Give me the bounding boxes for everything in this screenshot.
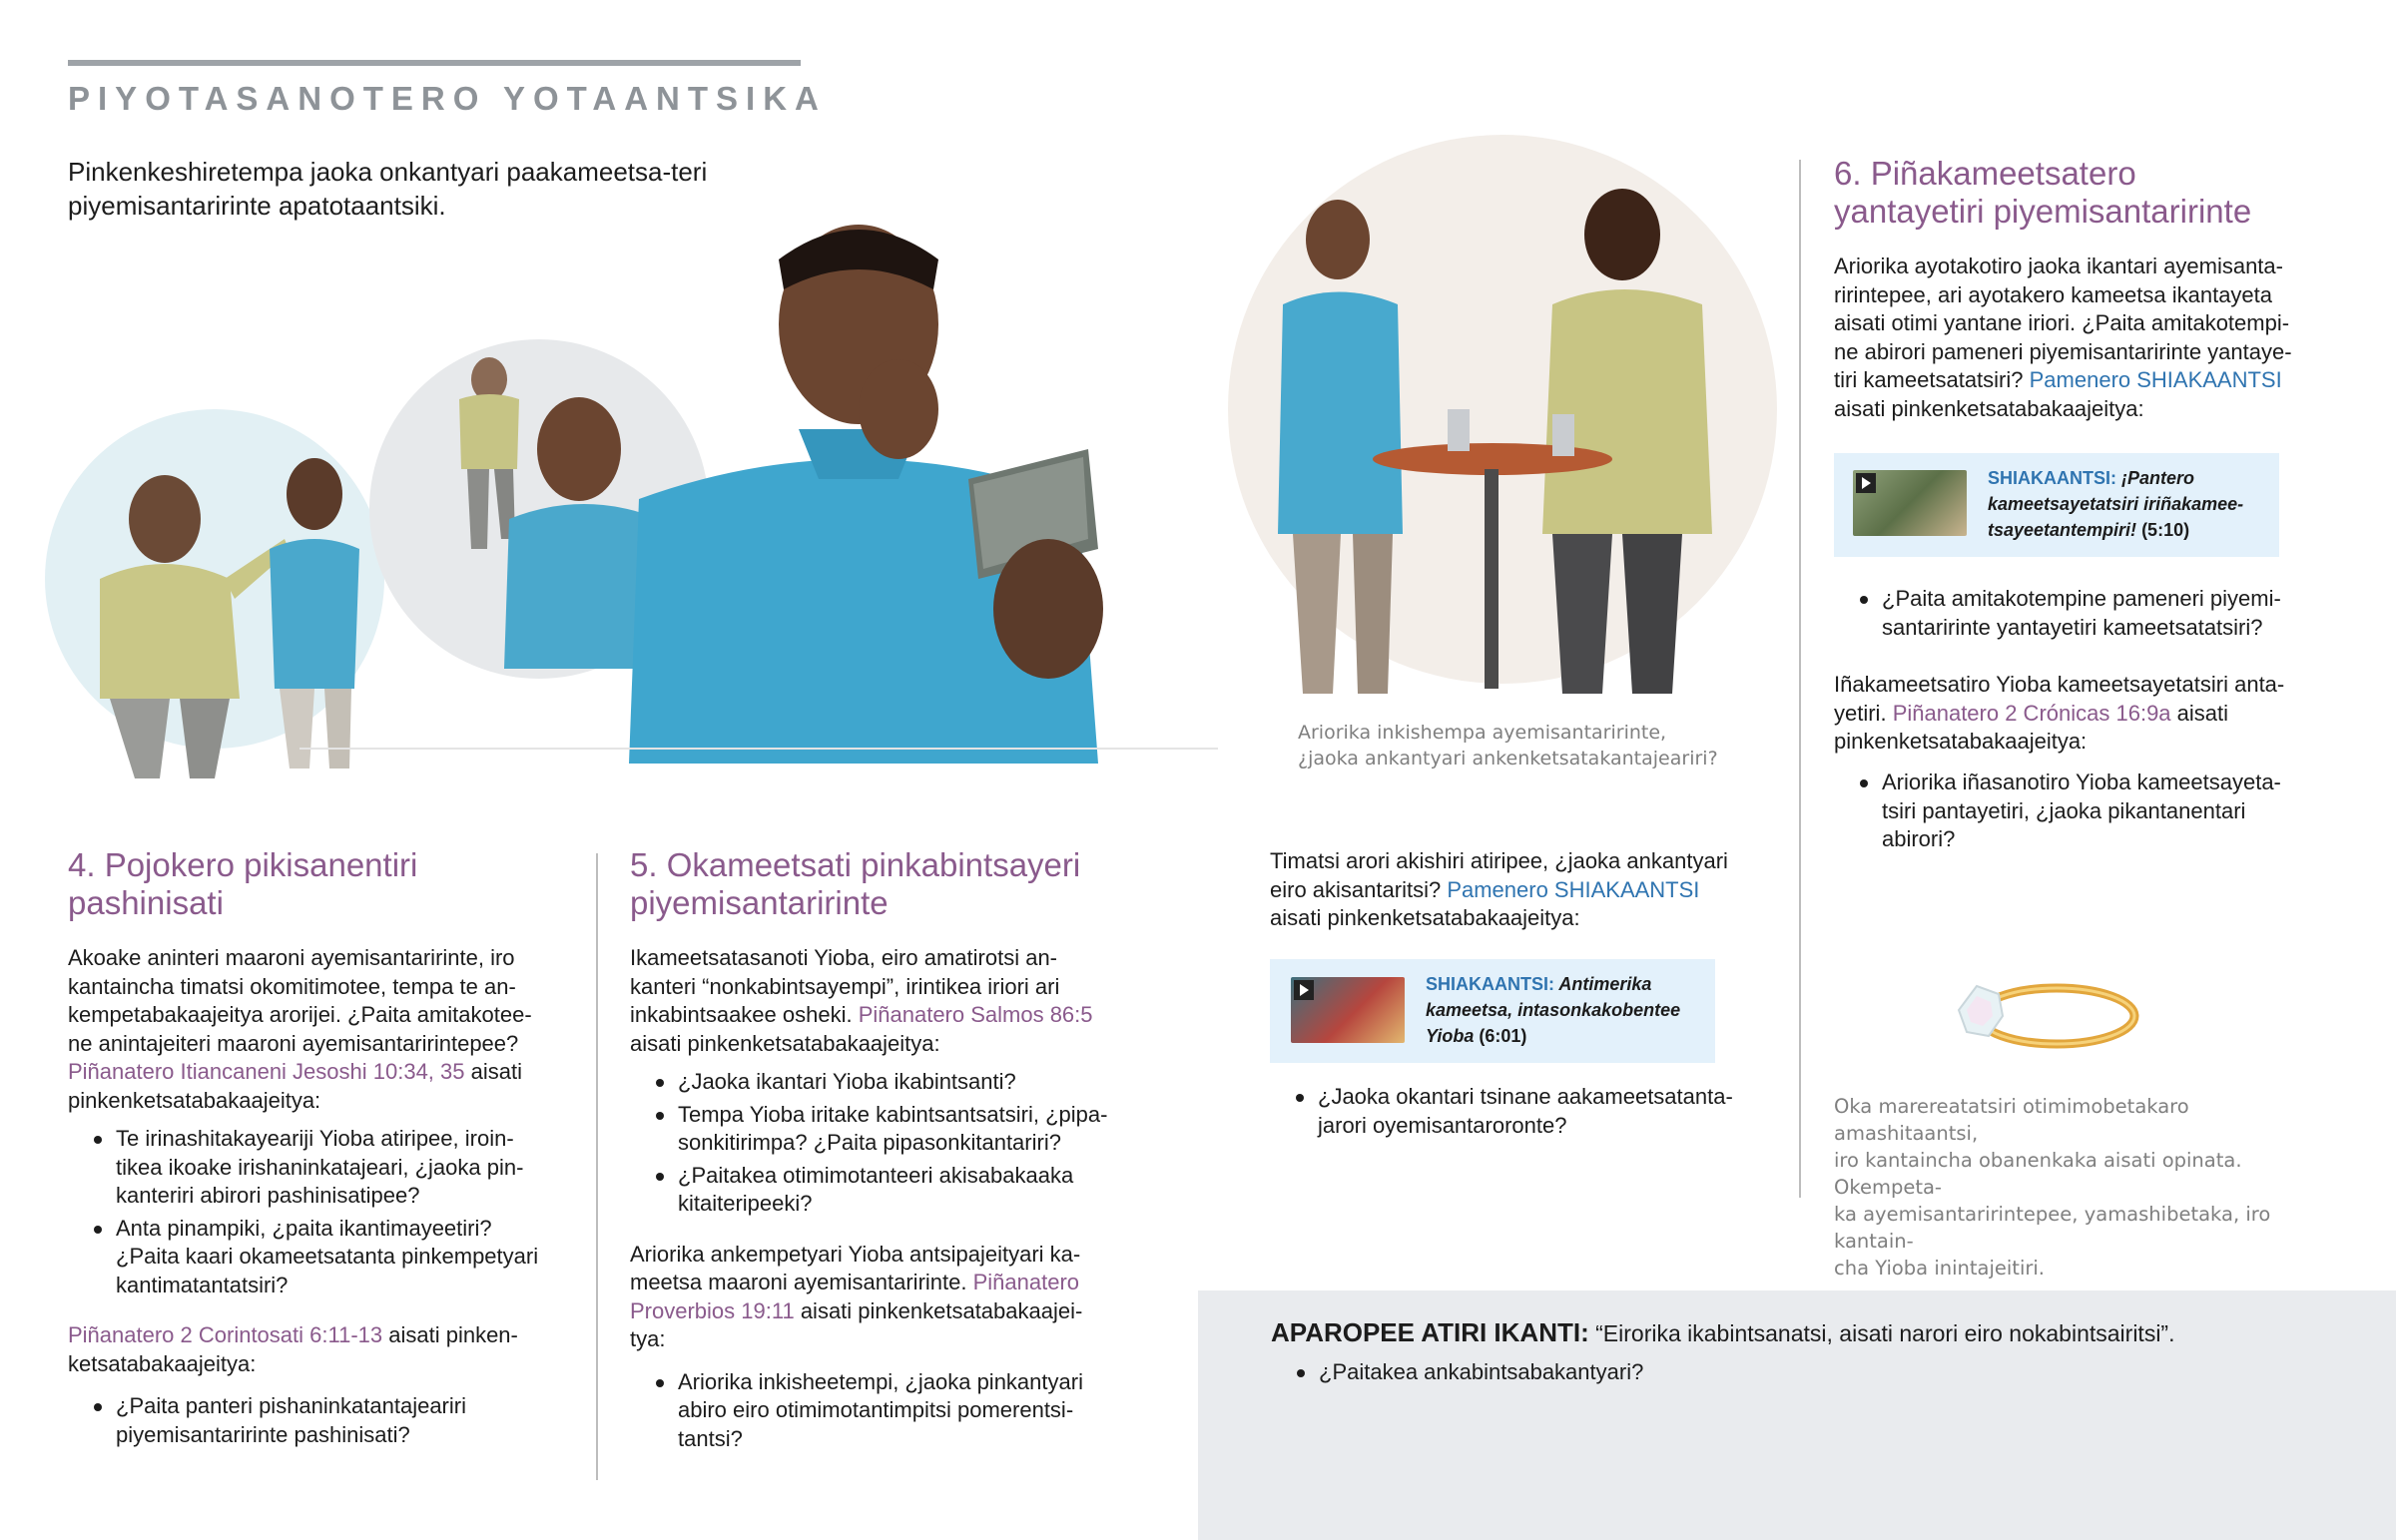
text-line: iro kantaincha obanenkaka aisati opinata. Okempeta- <box>1834 1149 2242 1199</box>
text-line: piyemisantaririnte pashinisati? <box>116 1421 410 1447</box>
text-line: ne anintajeiteri maaroni ayemisantaririntepee? <box>68 1030 519 1056</box>
text-line <box>1988 517 2272 543</box>
scripture-reference[interactable]: Piñanatero <box>972 1270 1080 1294</box>
caption-line-2: ¿jaoka ankantyari ankenketsatakantajeariri? <box>1298 748 1718 770</box>
section-5-title-line-1: 5. Okameetsati pinkabintsayeri <box>630 846 1081 883</box>
text-line: ¿Paitakea ankabintsabakantyari? <box>1319 1359 1644 1384</box>
text-line: Timatsi arori akishiri atiripee, ¿jaoka ankantyari <box>1270 848 1728 873</box>
section-5 <box>630 846 1149 1457</box>
footer-label: APAROPEE ATIRI IKANTI: <box>1271 1317 1589 1347</box>
section-5-paragraph-2 <box>630 1241 1149 1354</box>
video-card-2[interactable] <box>1834 453 2279 557</box>
text-line <box>68 1321 567 1350</box>
scripture-reference[interactable]: Piñanatero Salmos 86:5 <box>858 1002 1093 1027</box>
section-4 <box>68 846 567 1453</box>
list-item <box>678 1368 1149 1454</box>
text-line <box>1426 971 1705 997</box>
section-5-questions-1 <box>630 1068 1149 1219</box>
text-line: ketsatabakaajeitya: <box>68 1350 257 1376</box>
text-span: aisati pinkenketsatabakaajei- <box>794 1297 1083 1323</box>
text-line: aisati pinkenketsatabakaajeitya: <box>1270 905 1580 930</box>
play-icon <box>1294 980 1314 1000</box>
text-line: pinkenketsatabakaajeitya: <box>68 1087 321 1113</box>
text-line: Ariorika inkisheetempi, ¿jaoka pinkantyari <box>678 1368 1083 1394</box>
section-6-title-line-2: yantayetiri piyemisantaririnte <box>1834 193 2252 230</box>
list-item <box>1319 1358 1643 1387</box>
text-line: tikea ikoake irishaninkatajeari, ¿jaoka pin- <box>116 1154 524 1180</box>
video-thumbnail[interactable] <box>1853 470 1967 536</box>
section-5-paragraph-1 <box>630 944 1149 1058</box>
footer-line <box>1271 1317 2175 1348</box>
ring-icon <box>1937 958 2146 1068</box>
text-line: kanteriri abirori pashinisatipee? <box>116 1183 420 1208</box>
ground-line <box>300 748 1218 750</box>
list-item <box>116 1125 567 1211</box>
video-thumbnail[interactable] <box>1291 977 1405 1043</box>
text-line: ¿Paita amitakotempine pameneri piyemi- <box>1882 586 2281 611</box>
section-4-paragraph-2 <box>68 1321 567 1378</box>
section-5-title-line-2: piyemisantaririnte <box>630 884 889 921</box>
section-5-questions-2 <box>630 1368 1149 1454</box>
scripture-reference[interactable]: Piñanatero Itiancaneni Jesoshi 10:34, 35 <box>68 1059 465 1084</box>
video-link[interactable]: Pamenero SHIAKAANTSI <box>2029 367 2282 392</box>
page-title: PIYOTASANOTERO YOTAANTSIKA <box>68 80 827 117</box>
section-4-title <box>68 846 567 922</box>
column-divider <box>1799 160 1801 1198</box>
list-item <box>678 1068 1149 1097</box>
section-6-title-line-1: 6. Piñakameetsatero <box>1834 155 2136 192</box>
text-line: ririntepee, ari ayotakero kameetsa ikantayeta <box>1834 281 2273 307</box>
text-span: aisati <box>464 1059 522 1084</box>
section-4-title-line-2: pashinisati <box>68 884 224 921</box>
text-line: jarori oyemisantaroronte? <box>1318 1112 1567 1138</box>
video-title <box>1988 465 2272 543</box>
footer-questions <box>1271 1358 1643 1391</box>
text-line <box>1834 700 2333 729</box>
text-line: ne abirori pameneri piyemisantaririnte yantaye- <box>1834 338 2292 364</box>
text-line <box>630 1001 1149 1030</box>
scripture-reference[interactable]: Proverbios 19:11 <box>630 1297 795 1323</box>
text-line: kanteri “nonkabintsayempi”, irintikea iriori ari <box>630 973 1060 999</box>
video-card-1[interactable] <box>1270 959 1715 1063</box>
text-line: kantaincha timatsi okomitimotee, tempa te an- <box>68 973 516 999</box>
illustration-table-scene <box>1223 135 1782 694</box>
text-span: aisati <box>2170 700 2229 726</box>
text-span: aisati pinken- <box>382 1322 518 1347</box>
text-line: Akoake aninteri maaroni ayemisantaririnte, iro <box>68 945 515 970</box>
text-line <box>1988 465 2272 491</box>
scene-thinking-man <box>629 225 1103 764</box>
text-line: Ariorika iñasanotiro Yioba kameetsayeta- <box>1882 770 2281 794</box>
text-line: Ariorika ayotakotiro jaoka ikantari ayemisanta- <box>1834 254 2283 278</box>
text-line: Te irinashitakayeariji Yioba atiripee, iroin- <box>116 1126 514 1151</box>
footer-box <box>1198 1290 2396 1540</box>
text-span: inkabintsaakee osheki. <box>630 1002 859 1027</box>
text-line: tantsi? <box>678 1425 743 1451</box>
scripture-reference[interactable]: Piñanatero 2 Corintosati 6:11-13 <box>68 1322 383 1347</box>
text-line: ¿Jaoka okantari tsinane aakameetsatanta- <box>1318 1084 1733 1109</box>
text-line: ¿Paita panteri pishaninkatantajeariri <box>116 1393 466 1418</box>
ring-caption <box>1834 1093 2333 1282</box>
text-line: kantimatantatsiri? <box>116 1272 289 1297</box>
text-line: aisati otimi yantane iriori. ¿Paita amitakotempi- <box>1834 310 2290 335</box>
section-6-questions-1 <box>1834 585 2381 646</box>
text-line: ¿Paita kaari okameetsatanta pinkempetyari <box>116 1244 539 1269</box>
video-title <box>1426 971 1705 1049</box>
section-5-title <box>630 846 1149 922</box>
section-4-questions-1 <box>68 1125 567 1299</box>
text-line: Anta pinampiki, ¿paita ikantimayeetiri? <box>116 1215 492 1241</box>
text-span: Yioba <box>1426 1026 1475 1046</box>
text-line <box>1270 876 1789 905</box>
text-line: Tempa Yioba iritake kabintsantsatsiri, ¿pipa- <box>678 1101 1108 1127</box>
illustration-caption <box>1298 720 1757 771</box>
illustration-people <box>40 180 1268 778</box>
text-span: Antimerika <box>1554 974 1652 994</box>
list-item <box>116 1215 567 1300</box>
text-line: ¿Jaoka ikantari Yioba ikabintsanti? <box>678 1069 1016 1094</box>
middle-column <box>1270 847 1789 933</box>
section-4-title-line-1: 4. Pojokero pikisanentiri <box>68 846 418 883</box>
text-line: tsiri pantayetiri, ¿jaoka pikantanentari <box>1882 797 2246 823</box>
section-4-questions-2 <box>68 1392 567 1449</box>
middle-paragraph <box>1270 847 1789 933</box>
text-line: pinkenketsatabakaajeitya: <box>1834 729 2088 754</box>
video-link[interactable]: Pamenero SHIAKAANTSI <box>1447 876 1700 902</box>
section-4-paragraph-1 <box>68 944 567 1115</box>
list-item <box>1318 1083 1837 1140</box>
text-line: kitaiteripeeki? <box>678 1191 813 1216</box>
section-6-paragraph-2 <box>1834 671 2333 757</box>
scripture-reference[interactable]: Piñanatero 2 Crónicas 16:9a <box>1892 700 2171 726</box>
text-span: meetsa maaroni ayemisantaririnte. <box>630 1270 973 1294</box>
video-duration: (5:10) <box>2136 520 2190 540</box>
text-line <box>1426 1023 1705 1049</box>
column-divider <box>596 853 598 1480</box>
text-line: Iñakameetsatiro Yioba kameetsayetatsiri anta- <box>1834 672 2285 697</box>
list-item <box>678 1101 1149 1158</box>
list-item <box>678 1162 1149 1219</box>
text-span: eiro akisantaritsi? <box>1270 876 1448 902</box>
text-line: abiro eiro otimimotantimpitsi pomerentsi- <box>678 1397 1074 1422</box>
text-line <box>68 1058 567 1087</box>
text-line: kameetsa, intasonkakobentee <box>1426 1000 1681 1020</box>
text-line: sonkitirimpa? ¿Paita pipasonkitantariri? <box>678 1130 1061 1155</box>
text-span: tiri kameetsatatsiri? <box>1834 367 2030 392</box>
video-key: SHIAKAANTSI: <box>1426 974 1554 994</box>
caption-line-1: Ariorika inkishempa ayemisantaririnte, <box>1298 722 1667 744</box>
section-6-questions-2 <box>1834 769 2381 858</box>
text-line: cha Yioba inintajeitiri. <box>1834 1257 2045 1280</box>
text-line: aisati pinkenketsatabakaajeitya: <box>1834 395 2144 421</box>
text-span: ¡Pantero <box>2116 468 2195 488</box>
middle-questions <box>1270 1083 1837 1144</box>
text-line <box>630 1269 1149 1297</box>
text-line: tya: <box>630 1326 666 1351</box>
text-line: abirori? <box>1882 826 1956 851</box>
list-item <box>1882 585 2381 642</box>
text-line: kempetabakaajeitya arorijei. ¿Paita amitakotee- <box>68 1002 532 1027</box>
section-6-title <box>1834 155 2333 231</box>
text-span: tsayeetantempiri! <box>1988 520 2137 540</box>
header-rule <box>68 60 801 66</box>
text-line: santaririnte yantayetiri kameetsatatsiri? <box>1882 614 2263 640</box>
intro-sentence: Pinkenkeshiretempa jaoka onkantyari paakameetsa-teri piyemisantaririnte apatotaantsiki. <box>68 157 708 221</box>
text-line: aisati pinkenketsatabakaajeitya: <box>630 1030 940 1056</box>
section-6-paragraph-1 <box>1834 253 2333 423</box>
text-line: Ikameetsatasanoti Yioba, eiro amatirotsi an- <box>630 945 1058 970</box>
footer-quote: “Eirorika ikabintsanatsi, aisati narori eiro nokabintsairitsi”. <box>1588 1320 2175 1346</box>
video-duration: (6:01) <box>1474 1026 1527 1046</box>
text-line: Oka marereatatsiri otimimobetakaro amashitaantsi, <box>1834 1095 2189 1145</box>
list-item <box>116 1392 567 1449</box>
list-item <box>1882 769 2381 854</box>
text-line: kameetsayetatsiri iriñakamee- <box>1988 494 2244 514</box>
text-line: ¿Paitakea otimimotanteeri akisabakaaka <box>678 1162 1074 1188</box>
text-span: yetiri. <box>1834 700 1893 726</box>
text-line: Ariorika ankempetyari Yioba antsipajeityari ka- <box>630 1241 1081 1267</box>
section-6 <box>1834 155 2333 423</box>
play-icon <box>1856 473 1876 493</box>
text-line <box>1834 366 2333 395</box>
video-key: SHIAKAANTSI: <box>1988 468 2116 488</box>
text-line: ka ayemisantaririntepee, yamashibetaka, iro kantain- <box>1834 1203 2271 1253</box>
text-line <box>630 1297 1149 1326</box>
